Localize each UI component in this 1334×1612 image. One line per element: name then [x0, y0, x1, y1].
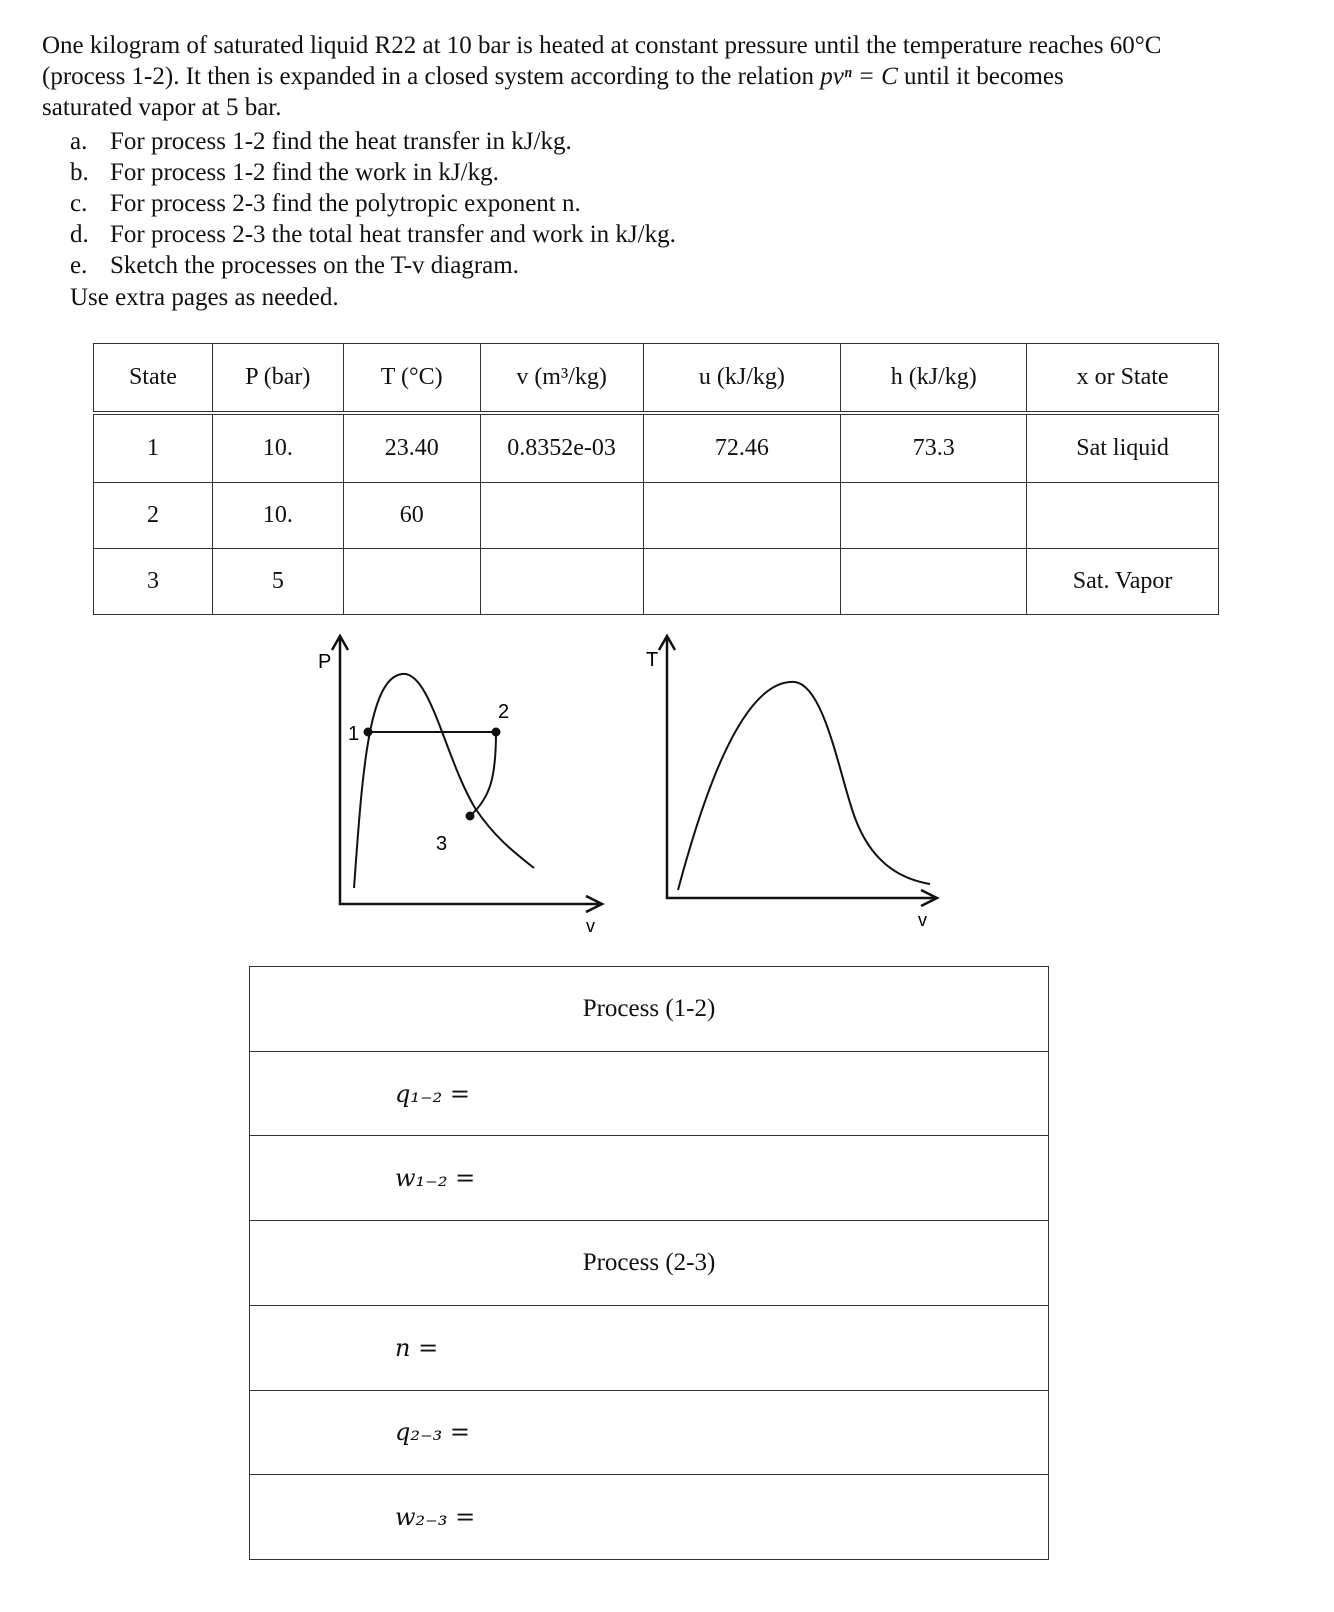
cell: 1 — [94, 413, 213, 483]
problem-line-2-pre: (process 1-2). It then is expanded in a closed system according to the relation — [42, 63, 821, 90]
task-item — [70, 219, 676, 250]
table-row — [94, 413, 1219, 483]
pv-y-axis-label: P — [318, 651, 332, 673]
pv-state-2-point — [492, 728, 501, 737]
cell: 60 — [343, 483, 480, 549]
extra-pages-note: Use extra pages as needed. — [70, 284, 339, 311]
task-letter: a. — [70, 128, 88, 155]
cell — [1027, 483, 1219, 549]
w23-answer-field[interactable]: w₂₋₃ = — [250, 1475, 1049, 1560]
answer-row — [250, 1051, 1049, 1136]
header-internal-energy: u (kJ/kg) — [643, 344, 841, 414]
task-item — [70, 188, 676, 219]
answer-row — [250, 1390, 1049, 1475]
task-text: For process 1-2 find the heat transfer in kJ/kg. — [110, 128, 572, 155]
polytropic-relation: pvⁿ = C — [820, 63, 898, 90]
tv-saturation-dome — [678, 682, 930, 890]
task-text: For process 2-3 find the polytropic exponent n. — [110, 190, 581, 217]
q12-answer-field[interactable]: q₁₋₂ = — [250, 1051, 1049, 1136]
task-letter: c. — [70, 190, 88, 217]
answer-row — [250, 967, 1049, 1052]
answer-row — [250, 1221, 1049, 1306]
header-quality: x or State — [1027, 344, 1219, 414]
cell — [480, 483, 643, 549]
pv-state-3-label: 3 — [436, 833, 448, 855]
property-table — [93, 343, 1219, 615]
cell: 3 — [94, 549, 213, 615]
task-text: For process 1-2 find the work in kJ/kg. — [110, 159, 499, 186]
cell — [841, 483, 1027, 549]
pv-diagram — [310, 628, 620, 938]
w12-answer-field[interactable]: w₁₋₂ = — [250, 1136, 1049, 1221]
pv-state-2-label: 2 — [498, 701, 510, 723]
cell — [343, 549, 480, 615]
cell: Sat liquid — [1027, 413, 1219, 483]
answer-row — [250, 1136, 1049, 1221]
task-letter: b. — [70, 159, 89, 186]
tv-diagram — [630, 628, 960, 938]
answer-row — [250, 1475, 1049, 1560]
header-enthalpy: h (kJ/kg) — [841, 344, 1027, 414]
cell: 10. — [212, 413, 343, 483]
cell — [643, 549, 841, 615]
cell: 72.46 — [643, 413, 841, 483]
cell: 2 — [94, 483, 213, 549]
process-2-3-title: Process (2-3) — [250, 1221, 1049, 1306]
pv-state-1-point — [364, 728, 373, 737]
q23-answer-field[interactable]: q₂₋₃ = — [250, 1390, 1049, 1475]
process-1-2-title: Process (1-2) — [250, 967, 1049, 1052]
pv-state-3-point — [466, 812, 475, 821]
cell: 10. — [212, 483, 343, 549]
task-item — [70, 250, 676, 281]
task-letter: e. — [70, 252, 88, 279]
pv-axes — [340, 638, 600, 904]
task-item — [70, 126, 676, 157]
cell: Sat. Vapor — [1027, 549, 1219, 615]
task-text: For process 2-3 the total heat transfer and work in kJ/kg. — [110, 221, 676, 248]
task-list — [70, 126, 676, 281]
table-row — [94, 483, 1219, 549]
task-letter: d. — [70, 221, 89, 248]
problem-line-2-post: until it becomes — [897, 63, 1064, 90]
tv-y-axis-label: T — [646, 649, 659, 671]
pv-x-axis-label: v — [586, 916, 595, 936]
tv-x-axis-label: v — [918, 910, 927, 930]
cell: 23.40 — [343, 413, 480, 483]
n-answer-field[interactable]: n = — [250, 1305, 1049, 1390]
problem-line-2 — [42, 61, 1302, 92]
cell: 73.3 — [841, 413, 1027, 483]
pv-process-2-3 — [470, 732, 496, 816]
cell — [480, 549, 643, 615]
tv-axes — [667, 638, 935, 898]
header-pressure: P (bar) — [212, 344, 343, 414]
header-state: State — [94, 344, 213, 414]
cell — [841, 549, 1027, 615]
problem-statement — [42, 30, 1302, 123]
cell: 0.8352e-03 — [480, 413, 643, 483]
table-header-row — [94, 344, 1219, 414]
table-row — [94, 549, 1219, 615]
header-specific-volume: v (m³/kg) — [480, 344, 643, 414]
task-item — [70, 157, 676, 188]
answer-table — [249, 966, 1049, 1560]
cell: 5 — [212, 549, 343, 615]
pv-state-1-label: 1 — [348, 723, 360, 745]
problem-line-3: saturated vapor at 5 bar. — [42, 94, 282, 121]
task-text: Sketch the processes on the T-v diagram. — [110, 252, 519, 279]
problem-line-1: One kilogram of saturated liquid R22 at 10 bar is heated at constant pressure until the temperature reaches 60°C — [42, 32, 1162, 59]
cell — [643, 483, 841, 549]
header-temperature: T (°C) — [343, 344, 480, 414]
answer-row — [250, 1305, 1049, 1390]
